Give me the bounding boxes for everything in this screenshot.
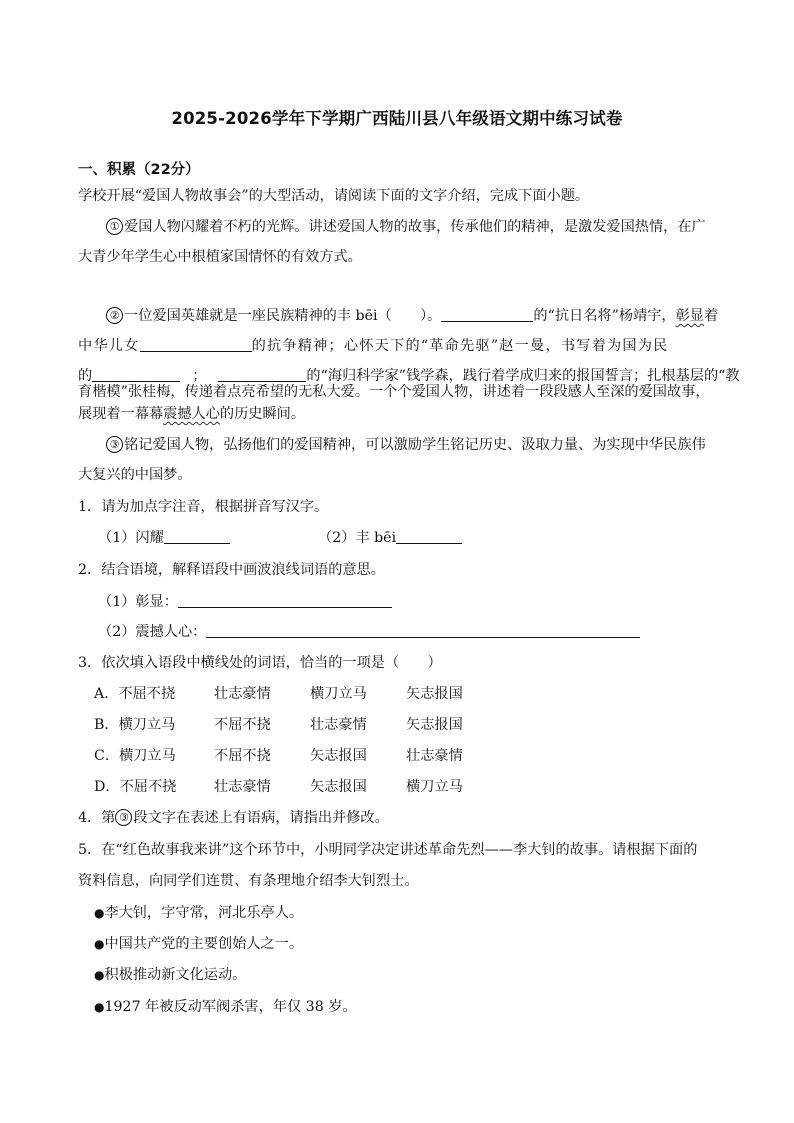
paragraph-text: 的 xyxy=(78,368,93,384)
option-choice-C[interactable]: C．横刀立马 xyxy=(94,748,176,764)
option-word: 横刀立马 xyxy=(310,686,367,702)
option-word: 不屈不挠 xyxy=(214,748,271,764)
paragraph-text: 育楷模”张桂梅，传递着点亮希望的无私大爱。一个个爱国人物，讲述着一段段感人至深的爱国故事， xyxy=(78,384,710,400)
bullet-item xyxy=(94,997,357,1017)
fill-blank[interactable] xyxy=(140,337,252,352)
paragraph-2-line-1 xyxy=(106,306,718,326)
question-1-part-1 xyxy=(98,528,230,548)
option-word: 壮志豪情 xyxy=(310,717,367,733)
bullet-text: 中国共产党的主要创始人之一。 xyxy=(104,936,304,952)
option-word: 矢志报国 xyxy=(310,779,367,795)
paragraph-2-line-2 xyxy=(78,336,669,356)
circled-number: ① xyxy=(106,218,123,235)
option-word: 不屈不挠 xyxy=(214,717,271,733)
paragraph-3-line-2: 大复兴的中国梦。 xyxy=(78,467,192,483)
paragraph-2-line-4-visible xyxy=(78,382,710,402)
fill-blank[interactable] xyxy=(218,367,306,382)
bullet-text: 李大钊，字守常，河北乐亭人。 xyxy=(104,905,304,921)
bullet-dot-icon: ● xyxy=(94,906,105,920)
paragraph-text: 的“抗日名将”杨靖宇， xyxy=(533,308,676,324)
answer-blank[interactable] xyxy=(206,623,640,638)
question-4 xyxy=(78,808,389,828)
option-word: 矢志报国 xyxy=(406,717,463,733)
wavy-underlined-word: 震撼人心 xyxy=(163,406,220,422)
answer-blank[interactable] xyxy=(164,529,230,544)
question-5-line-2: 资料信息，向同学们连贯、有条理地介绍李大钊烈士。 xyxy=(78,873,419,889)
question-1-stem: 1．请为加点字注音，根据拼音写汉字。 xyxy=(78,499,329,515)
paragraph-text: 铭记爱国人物，弘扬他们的爱国精神，可以激励学生铭记历史、汲取力量、为实现中华民族伟 xyxy=(124,437,706,453)
intro-text: 学校开展“爱国人物故事会”的大型活动，请阅读下面的文字介绍，完成下面小题。 xyxy=(78,188,590,204)
paragraph-text: 的抗争精神；心怀天下的“革命先驱”赵一曼，书写着为国为民 xyxy=(251,338,669,354)
paragraph-text: 展现着一幕幕 xyxy=(78,406,164,422)
paragraph-text: 爱国人物闪耀着不朽的光辉。讲述爱国人物的故事，传承他们的精神，是激发爱国热情，在广 xyxy=(124,219,706,235)
question-5-line-1: 5．在“红色故事我来讲”这个环节中，小明同学决定讲述革命先烈——李大钊的故事。请根据下面的 xyxy=(78,842,698,858)
question-1-part-2 xyxy=(318,528,462,548)
option-choice-D[interactable]: D．不屈不挠 xyxy=(94,779,177,795)
option-word: 矢志报国 xyxy=(406,686,463,702)
option-word: 横刀立马 xyxy=(406,779,463,795)
option-word: 矢志报国 xyxy=(310,748,367,764)
bullet-dot-icon: ● xyxy=(94,968,105,982)
paragraph-1-line-1 xyxy=(106,217,706,237)
section-heading: 一、积累（22分） xyxy=(78,162,200,178)
paragraph-text: 一位爱国英雄就是一座民族精神的丰 bēi（ ）。 xyxy=(124,308,442,324)
option-word: 壮志豪情 xyxy=(406,748,463,764)
question-label: （1）彰显： xyxy=(98,594,178,610)
answer-blank[interactable] xyxy=(178,593,392,608)
page-title: 2025-2026学年下学期广西陆川县八年级语文期中练习试卷 xyxy=(171,109,623,128)
question-2-part-1 xyxy=(98,592,392,612)
paragraph-text: 的历史瞬间。 xyxy=(219,406,306,422)
question-2-part-2 xyxy=(98,622,640,642)
paragraph-3-line-1 xyxy=(106,435,706,455)
question-label: （2）丰 bēi xyxy=(318,530,397,546)
bullet-text: 积极推动新文化运动。 xyxy=(104,967,247,983)
paragraph-text: 的“海归科学家”钱学森，践行着学成归来的报国誓言；扎根基层的“教 xyxy=(306,368,740,384)
question-text: 4．第 xyxy=(78,810,116,826)
fill-blank[interactable] xyxy=(92,367,180,382)
question-label: （1）闪耀 xyxy=(98,530,164,546)
bullet-item xyxy=(94,903,303,923)
bullet-item xyxy=(94,934,303,954)
circled-number: ② xyxy=(106,307,123,324)
question-text: 段文字在表述上有语病，请指出并修改。 xyxy=(133,810,389,826)
bullet-dot-icon: ● xyxy=(94,937,105,951)
paragraph-2-line-5 xyxy=(78,404,305,424)
wavy-underlined-word: 彰显 xyxy=(675,308,704,324)
option-choice-A[interactable]: A．不屈不挠 xyxy=(94,686,176,702)
question-3-stem: 3．依次填入语段中横线处的词语，恰当的一项是（ ） xyxy=(78,655,442,671)
paragraph-1-line-2: 大青少年学生心中根植家国情怀的有效方式。 xyxy=(78,249,362,265)
answer-blank[interactable] xyxy=(396,529,462,544)
option-choice-B[interactable]: B．横刀立马 xyxy=(94,717,176,733)
paragraph-text: 中华儿女 xyxy=(78,338,140,354)
circled-number: ③ xyxy=(106,436,123,453)
question-2-stem: 2．结合语境，解释语段中画波浪线词语的意思。 xyxy=(78,562,385,578)
circled-number: ③ xyxy=(115,809,132,826)
bullet-text: 1927 年被反动军阀杀害，年仅 38 岁。 xyxy=(104,999,357,1015)
option-word: 壮志豪情 xyxy=(214,779,271,795)
question-label: （2）震撼人心： xyxy=(98,624,207,640)
bullet-item xyxy=(94,965,246,985)
paragraph-text: 着 xyxy=(703,308,719,324)
paragraph-text: ； xyxy=(192,368,207,384)
option-word: 壮志豪情 xyxy=(214,686,271,702)
fill-blank[interactable] xyxy=(441,307,533,322)
bullet-dot-icon: ● xyxy=(94,1000,105,1014)
